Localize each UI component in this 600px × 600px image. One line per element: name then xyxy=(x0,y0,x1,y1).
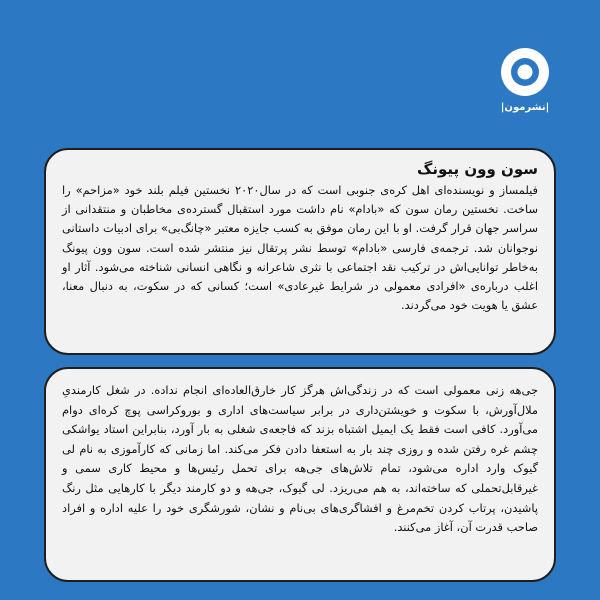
book-summary-card xyxy=(44,367,556,582)
book-summary-text: جی‌هه زنی معمولی است که در زندگی‌اش هرگز کار خارق‌العاده‌ای انجام نداده. در شغل کارمندیِ ملال‌آورش، با سکوت و خویشتن‌داری در برابر سیاست‌های اداری و بوروکراسی پوچ کره‌ای دوام می‌آورد. کافی است فقط یک ایمیل اشتباه بزند که فاجعه‌ی شغلی به بار آورد، بنابراین استاد یواشکی چشم غره رفتن شده و روزی چند بار به استعفا دادن فکر می‌کند. اما زمانی که کارآموزی به نام لی گیوک وارد اداره می‌شود، تمام تلاش‌های جی‌هه برای تحمل رئیس‌ها و محیط کاری سمی و غیرقابل‌تحملی که ساخته‌اند، به هم می‌ریزد. لی گیوک، جی‌هه و دو کارمند دیگر با کارهایی مثل رنگ پاشیدن، پرتاب کردن تخم‌مرغ و افشاگری‌های بی‌نام و نشان، شورشگری خود را علیه اداره و افراد صاحب قدرت آن، آغاز می‌کنند. xyxy=(62,383,538,535)
author-name-title: سون وون پیونگ xyxy=(416,160,538,178)
brand-name: |نشرمون| xyxy=(500,102,550,113)
author-bio-text: فیلمساز و نویسنده‌ای اهل کره‌ی جنوبی است که در سال۲۰۲۰ نخستین فیلم بلند خود «مزاحم» را ساخت. نخستین رمان سون که «بادام» نام داشت مورد استقبال گسترده‌ی مخاطبان و منتقدانی از سراسر جهان قرار گرفت. او با این رمان موفق به کسب جایزه معتبر «چانگ‌بی» برای ادبیات داستانی نوجوانان شد. ترجمه‌ی فارسی «بادام» توسط نشر پرتقال نیز منتشر شده است. سون وون پیونگ به‌خاطر توانایی‌اش در ترکیب نقد اجتماعی با نثری شاعرانه و نگاهی انسانی شناخته می‌شود. آثار او اغلب درباره‌ی «افرادی معمولی در شرایط غیرعادی» است؛ کسانی که در سکوت، به دنبال معنا، عشق یا هویت خود می‌گردند. xyxy=(62,183,538,313)
circle-ring-icon xyxy=(497,44,553,100)
author-bio-card xyxy=(44,148,556,355)
brand-logo xyxy=(494,44,556,113)
